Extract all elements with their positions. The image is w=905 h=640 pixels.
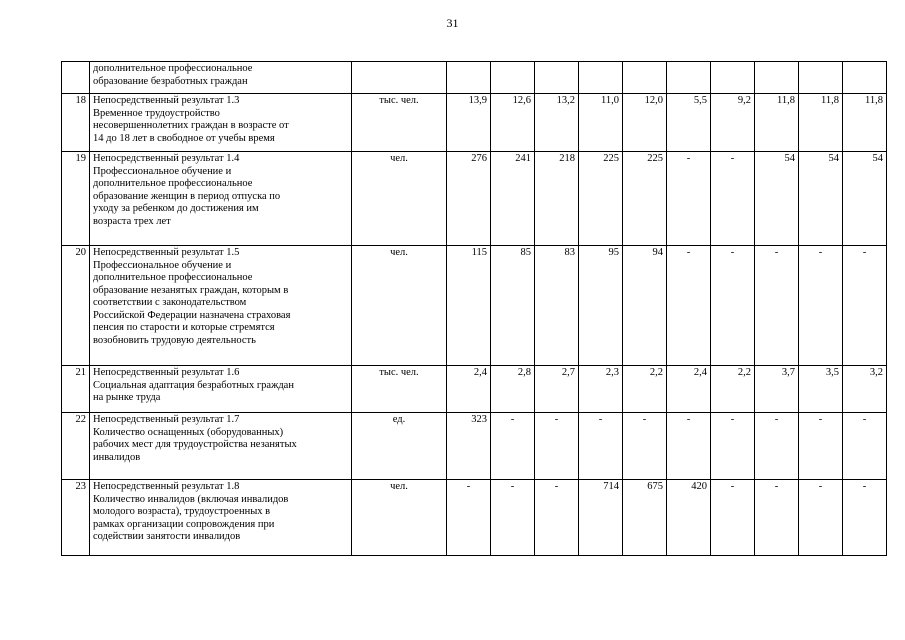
value-cell-5: - (623, 413, 667, 480)
description-line: Непосредственный результат 1.8 (93, 481, 240, 492)
description-line: Непосредственный результат 1.5 (93, 247, 240, 258)
unit-cell: тыс. чел. (352, 94, 447, 152)
value-cell-5: 94 (623, 246, 667, 366)
description-line: молодого возраста), трудоустроенных в (93, 506, 271, 517)
row-number (62, 62, 90, 94)
value-cell-6 (667, 62, 711, 94)
description-line: Непосредственный результат 1.7 (93, 414, 240, 425)
value-cell-8 (755, 62, 799, 94)
value-cell-4: 2,3 (579, 366, 623, 413)
description-line: Профессиональное обучение и (93, 165, 232, 177)
description-line: Профессиональное обучение и (93, 259, 232, 271)
table-row (62, 366, 887, 413)
description-line: рамках организации сопровождения при (93, 518, 275, 530)
value-cell-3: 83 (535, 246, 579, 366)
value-cell-9: 11,8 (799, 94, 843, 152)
value-cell-10: - (843, 246, 887, 366)
table-row (62, 480, 887, 556)
value-cell-8: 3,7 (755, 366, 799, 413)
row-number: 23 (62, 480, 90, 556)
description-line: дополнительное профессиональное (93, 63, 253, 74)
table-row (62, 152, 887, 246)
description-line: Непосредственный результат 1.4 (93, 153, 240, 164)
value-cell-5: 12,0 (623, 94, 667, 152)
indicator-description (90, 480, 352, 556)
value-cell-9: 54 (799, 152, 843, 246)
unit-cell (352, 62, 447, 94)
value-cell-7: - (711, 480, 755, 556)
value-cell-6: - (667, 246, 711, 366)
value-cell-1: 2,4 (447, 366, 491, 413)
page-number: 31 (446, 16, 459, 30)
indicator-description (90, 94, 352, 152)
value-cell-2: - (491, 413, 535, 480)
unit-cell: чел. (352, 246, 447, 366)
value-cell-7: 9,2 (711, 94, 755, 152)
value-cell-4: 11,0 (579, 94, 623, 152)
table-row (62, 413, 887, 480)
description-line: Непосредственный результат 1.6 (93, 367, 240, 378)
description-line: возобновить трудовую деятельность (93, 334, 256, 346)
value-cell-2 (491, 62, 535, 94)
value-cell-7: - (711, 413, 755, 480)
value-cell-9: 3,5 (799, 366, 843, 413)
value-cell-5: 225 (623, 152, 667, 246)
unit-cell: чел. (352, 152, 447, 246)
value-cell-10: - (843, 413, 887, 480)
row-number: 19 (62, 152, 90, 246)
description-line: соответствии с законодательством (93, 297, 247, 308)
value-cell-6: 420 (667, 480, 711, 556)
value-cell-1 (447, 62, 491, 94)
unit-cell: чел. (352, 480, 447, 556)
description-line: Количество инвалидов (включая инвалидов (93, 493, 289, 505)
description-line: инвалидов (93, 451, 141, 463)
value-cell-7 (711, 62, 755, 94)
description-line: Непосредственный результат 1.3 (93, 95, 240, 106)
value-cell-7: 2,2 (711, 366, 755, 413)
value-cell-1: - (447, 480, 491, 556)
value-cell-4: 714 (579, 480, 623, 556)
row-number: 22 (62, 413, 90, 480)
value-cell-7: - (711, 246, 755, 366)
value-cell-2: 2,8 (491, 366, 535, 413)
value-cell-10: - (843, 480, 887, 556)
value-cell-9: - (799, 480, 843, 556)
value-cell-6: - (667, 413, 711, 480)
value-cell-6: 2,4 (667, 366, 711, 413)
table-row (62, 246, 887, 366)
description-line: образование незанятых граждан, которым в (93, 284, 289, 296)
description-line: Социальная адаптация безработных граждан (93, 379, 294, 391)
value-cell-3: - (535, 413, 579, 480)
description-line: рабочих мест для трудоустройства незанятых (93, 439, 297, 450)
value-cell-10: 54 (843, 152, 887, 246)
description-line: пенсия по старости и которые стремятся (93, 322, 275, 333)
value-cell-9 (799, 62, 843, 94)
row-number: 20 (62, 246, 90, 366)
description-line: Временное трудоустройство (93, 107, 220, 119)
value-cell-4: 225 (579, 152, 623, 246)
description-line: Российской Федерации назначена страховая (93, 309, 291, 321)
value-cell-4: - (579, 413, 623, 480)
value-cell-3 (535, 62, 579, 94)
description-line: дополнительное профессиональное (93, 272, 253, 283)
description-line: образование женщин в период отпуска по (93, 190, 281, 202)
value-cell-2: 241 (491, 152, 535, 246)
value-cell-1: 276 (447, 152, 491, 246)
value-cell-2: 12,6 (491, 94, 535, 152)
unit-cell: ед. (352, 413, 447, 480)
value-cell-10: 3,2 (843, 366, 887, 413)
value-cell-3: 2,7 (535, 366, 579, 413)
value-cell-7: - (711, 152, 755, 246)
description-line: возраста трех лет (93, 215, 171, 227)
indicator-description (90, 413, 352, 480)
indicator-description (90, 152, 352, 246)
value-cell-5 (623, 62, 667, 94)
indicator-description (90, 246, 352, 366)
unit-cell: тыс. чел. (352, 366, 447, 413)
value-cell-4 (579, 62, 623, 94)
indicator-table (61, 61, 887, 556)
value-cell-2: 85 (491, 246, 535, 366)
value-cell-8: 54 (755, 152, 799, 246)
value-cell-2: - (491, 480, 535, 556)
value-cell-3: - (535, 480, 579, 556)
value-cell-3: 218 (535, 152, 579, 246)
value-cell-10 (843, 62, 887, 94)
description-line: дополнительное профессиональное (93, 178, 253, 189)
value-cell-8: - (755, 480, 799, 556)
description-line: образование безработных граждан (93, 75, 248, 87)
value-cell-1: 323 (447, 413, 491, 480)
value-cell-8: - (755, 413, 799, 480)
value-cell-6: 5,5 (667, 94, 711, 152)
value-cell-6: - (667, 152, 711, 246)
description-line: на рынке труда (93, 392, 161, 403)
table-row (62, 62, 887, 94)
value-cell-8: 11,8 (755, 94, 799, 152)
value-cell-1: 115 (447, 246, 491, 366)
description-line: Количество оснащенных (оборудованных) (93, 426, 284, 438)
table-row (62, 94, 887, 152)
indicator-description (90, 62, 352, 94)
description-line: несовершеннолетних граждан в возрасте от (93, 120, 289, 131)
indicator-description (90, 366, 352, 413)
value-cell-3: 13,2 (535, 94, 579, 152)
value-cell-9: - (799, 413, 843, 480)
row-number: 18 (62, 94, 90, 152)
value-cell-4: 95 (579, 246, 623, 366)
description-line: содействии занятости инвалидов (93, 531, 241, 542)
value-cell-8: - (755, 246, 799, 366)
value-cell-5: 675 (623, 480, 667, 556)
value-cell-1: 13,9 (447, 94, 491, 152)
description-line: уходу за ребенком до достижения им (93, 203, 259, 214)
value-cell-10: 11,8 (843, 94, 887, 152)
value-cell-9: - (799, 246, 843, 366)
value-cell-5: 2,2 (623, 366, 667, 413)
description-line: 14 до 18 лет в свободное от учебы время (93, 132, 275, 144)
row-number: 21 (62, 366, 90, 413)
